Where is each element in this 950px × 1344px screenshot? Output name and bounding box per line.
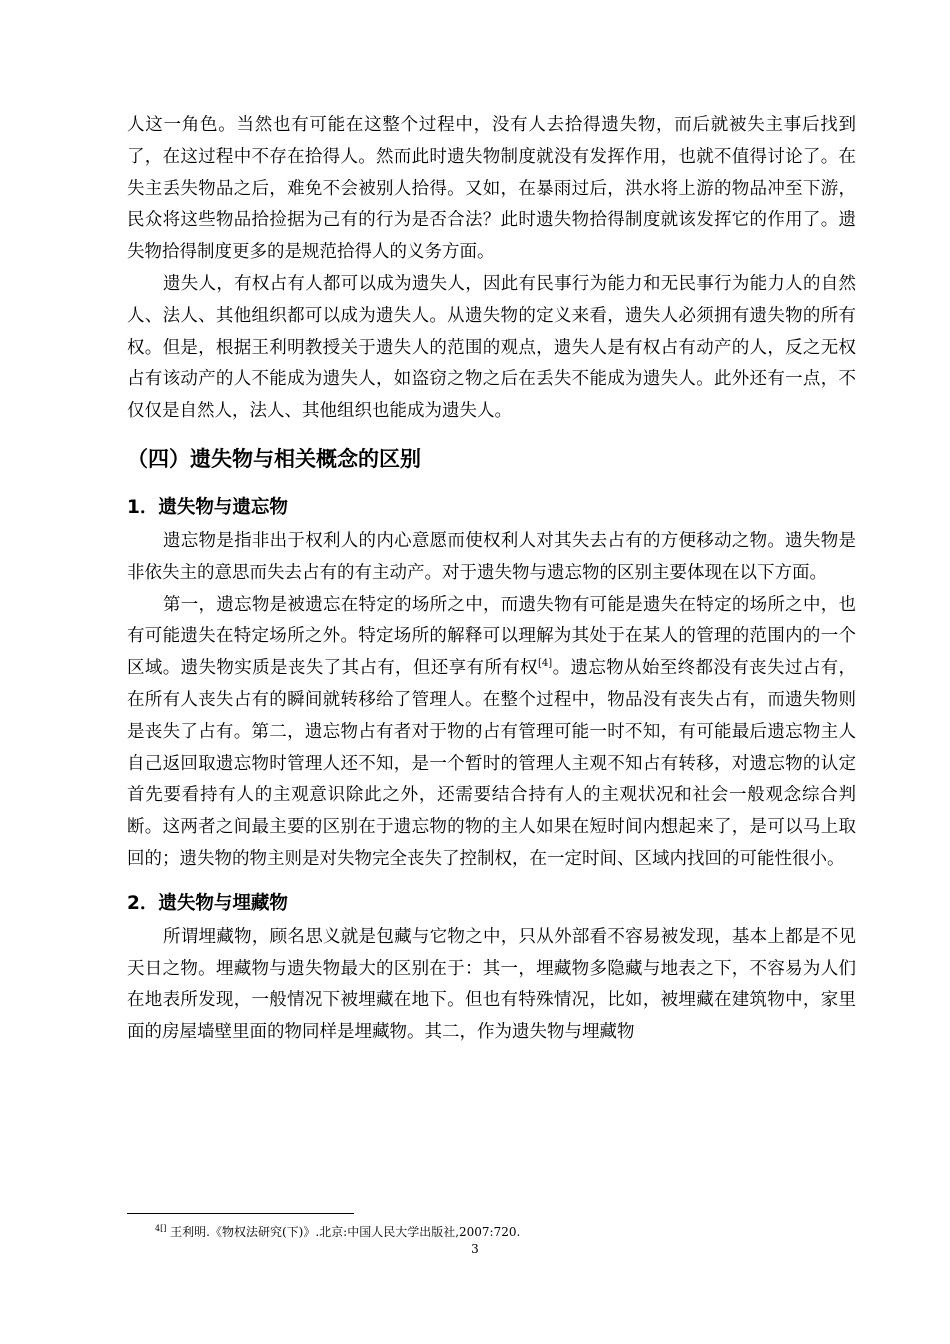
paragraph-loser-definition: 遗失人，有权占有人都可以成为遗失人，因此有民事行为能力和无民事行为能力人的自然人、法人、其他组织都可以成为遗失人。从遗失物的定义来看，遗失人必须拥有遗失物的所有权。但是，根据王利明教授关于遗失人的范围的观点，遗失人是有权占有动产的人，反之无权占有该动产的人不能成为遗失人，如盗窃之物之后在丢失不能成为遗失人。此外还有一点，不仅仅是自然人，法人、其他组织也能成为遗失人。 [127, 273, 856, 422]
paragraph-forgotten-definition: 遗忘物是指非出于权利人的内心意愿而使权利人对其失去占有的方便移动之物。遗失物是非依失主的意思而失去占有的有主动产。对于遗失物与遗忘物的区别主要体现在以下方面。 [127, 530, 856, 583]
footnote-text: 王利明.《物权法研究(下)》.北京:中国人民大学出版社,2007:720. [166, 1225, 521, 1239]
paragraph-finder-role: 人这一角色。当然也有可能在这整个过程中，没有人去拾得遗失物，而后就被失主事后找到了，在这过程中不存在拾得人。然而此时遗失物制度就没有发挥作用，也就不值得讨论了。在失主丢失物品之后，难免不会被别人拾得。又如，在暴雨过后，洪水将上游的物品冲至下游，民众将这些物品拾捡据为己有的行为是否合法？此时遗失物拾得制度就该发挥它的作用了。遗失物拾得制度更多的是规范拾得人的义务方面。 [127, 115, 856, 263]
subheading-lost-vs-forgotten: 1．遗失物与遗忘物 [127, 496, 288, 518]
paragraph-buried-differences: 所谓埋藏物，顾名思义就是包藏与它物之中，只从外部看不容易被发现，基本上都是不见天日之物。埋藏物与遗失物最大的区别在于：其一，埋藏物多隐藏与地表之下，不容易为人们在地表所发现，一般情况下被埋藏在地下。但也有特殊情况，比如，被埋藏在建筑物中，家里面的房屋墙壁里面的物同样是埋藏物。其二，作为遗失物与埋藏物 [127, 926, 856, 1043]
page-body [127, 110, 856, 1049]
citation-marker[interactable]: [4] [538, 658, 553, 670]
footnote-divider [127, 1213, 354, 1214]
paragraph-text-part-2: 。遗忘物从始至终都没有丧失过占有，在所有人丧失占有的瞬间就转移给了管理人。在整个过程中，物品没有丧失占有，而遗失物则是丧失了占有。第二，遗忘物占有者对于物的占有管理可能一时不知，有可能最后遗忘物主人自己返回取遗忘物时管理人还不知，是一个暂时的管理人主观不知占有转移，对遗忘物的认定首先要看持有人的主观意识除此之外，还需要结合持有人的主观状况和社会一般观念综合判断。这两者之间最主要的区别在于遗忘物的物的主人如果在短时间内想起来了，是可以马上取回的；遗失物的物主则是对失物完全丧失了控制权，在一定时间、区域内找回的可能性很小。 [127, 658, 857, 869]
page-number: 3 [471, 1242, 479, 1256]
section-heading-distinctions: （四）遗失物与相关概念的区别 [127, 446, 421, 471]
paragraph-text-part-1: 第一，遗忘物是被遗忘在特定的场所之中，而遗失物有可能是遗失在特定的场所之中，也有可能遗失在特定场所之外。特定场所的解释可以理解为其处于在某人的管理的范围内的一个区域。遗失物实质是丧失了其占有，但还享有所有权 [127, 594, 856, 679]
footnote [155, 1224, 520, 1240]
footnote-marker: 4[] [155, 1224, 167, 1233]
paragraph-forgotten-differences [127, 590, 856, 876]
subheading-lost-vs-buried: 2．遗失物与埋藏物 [127, 892, 288, 914]
